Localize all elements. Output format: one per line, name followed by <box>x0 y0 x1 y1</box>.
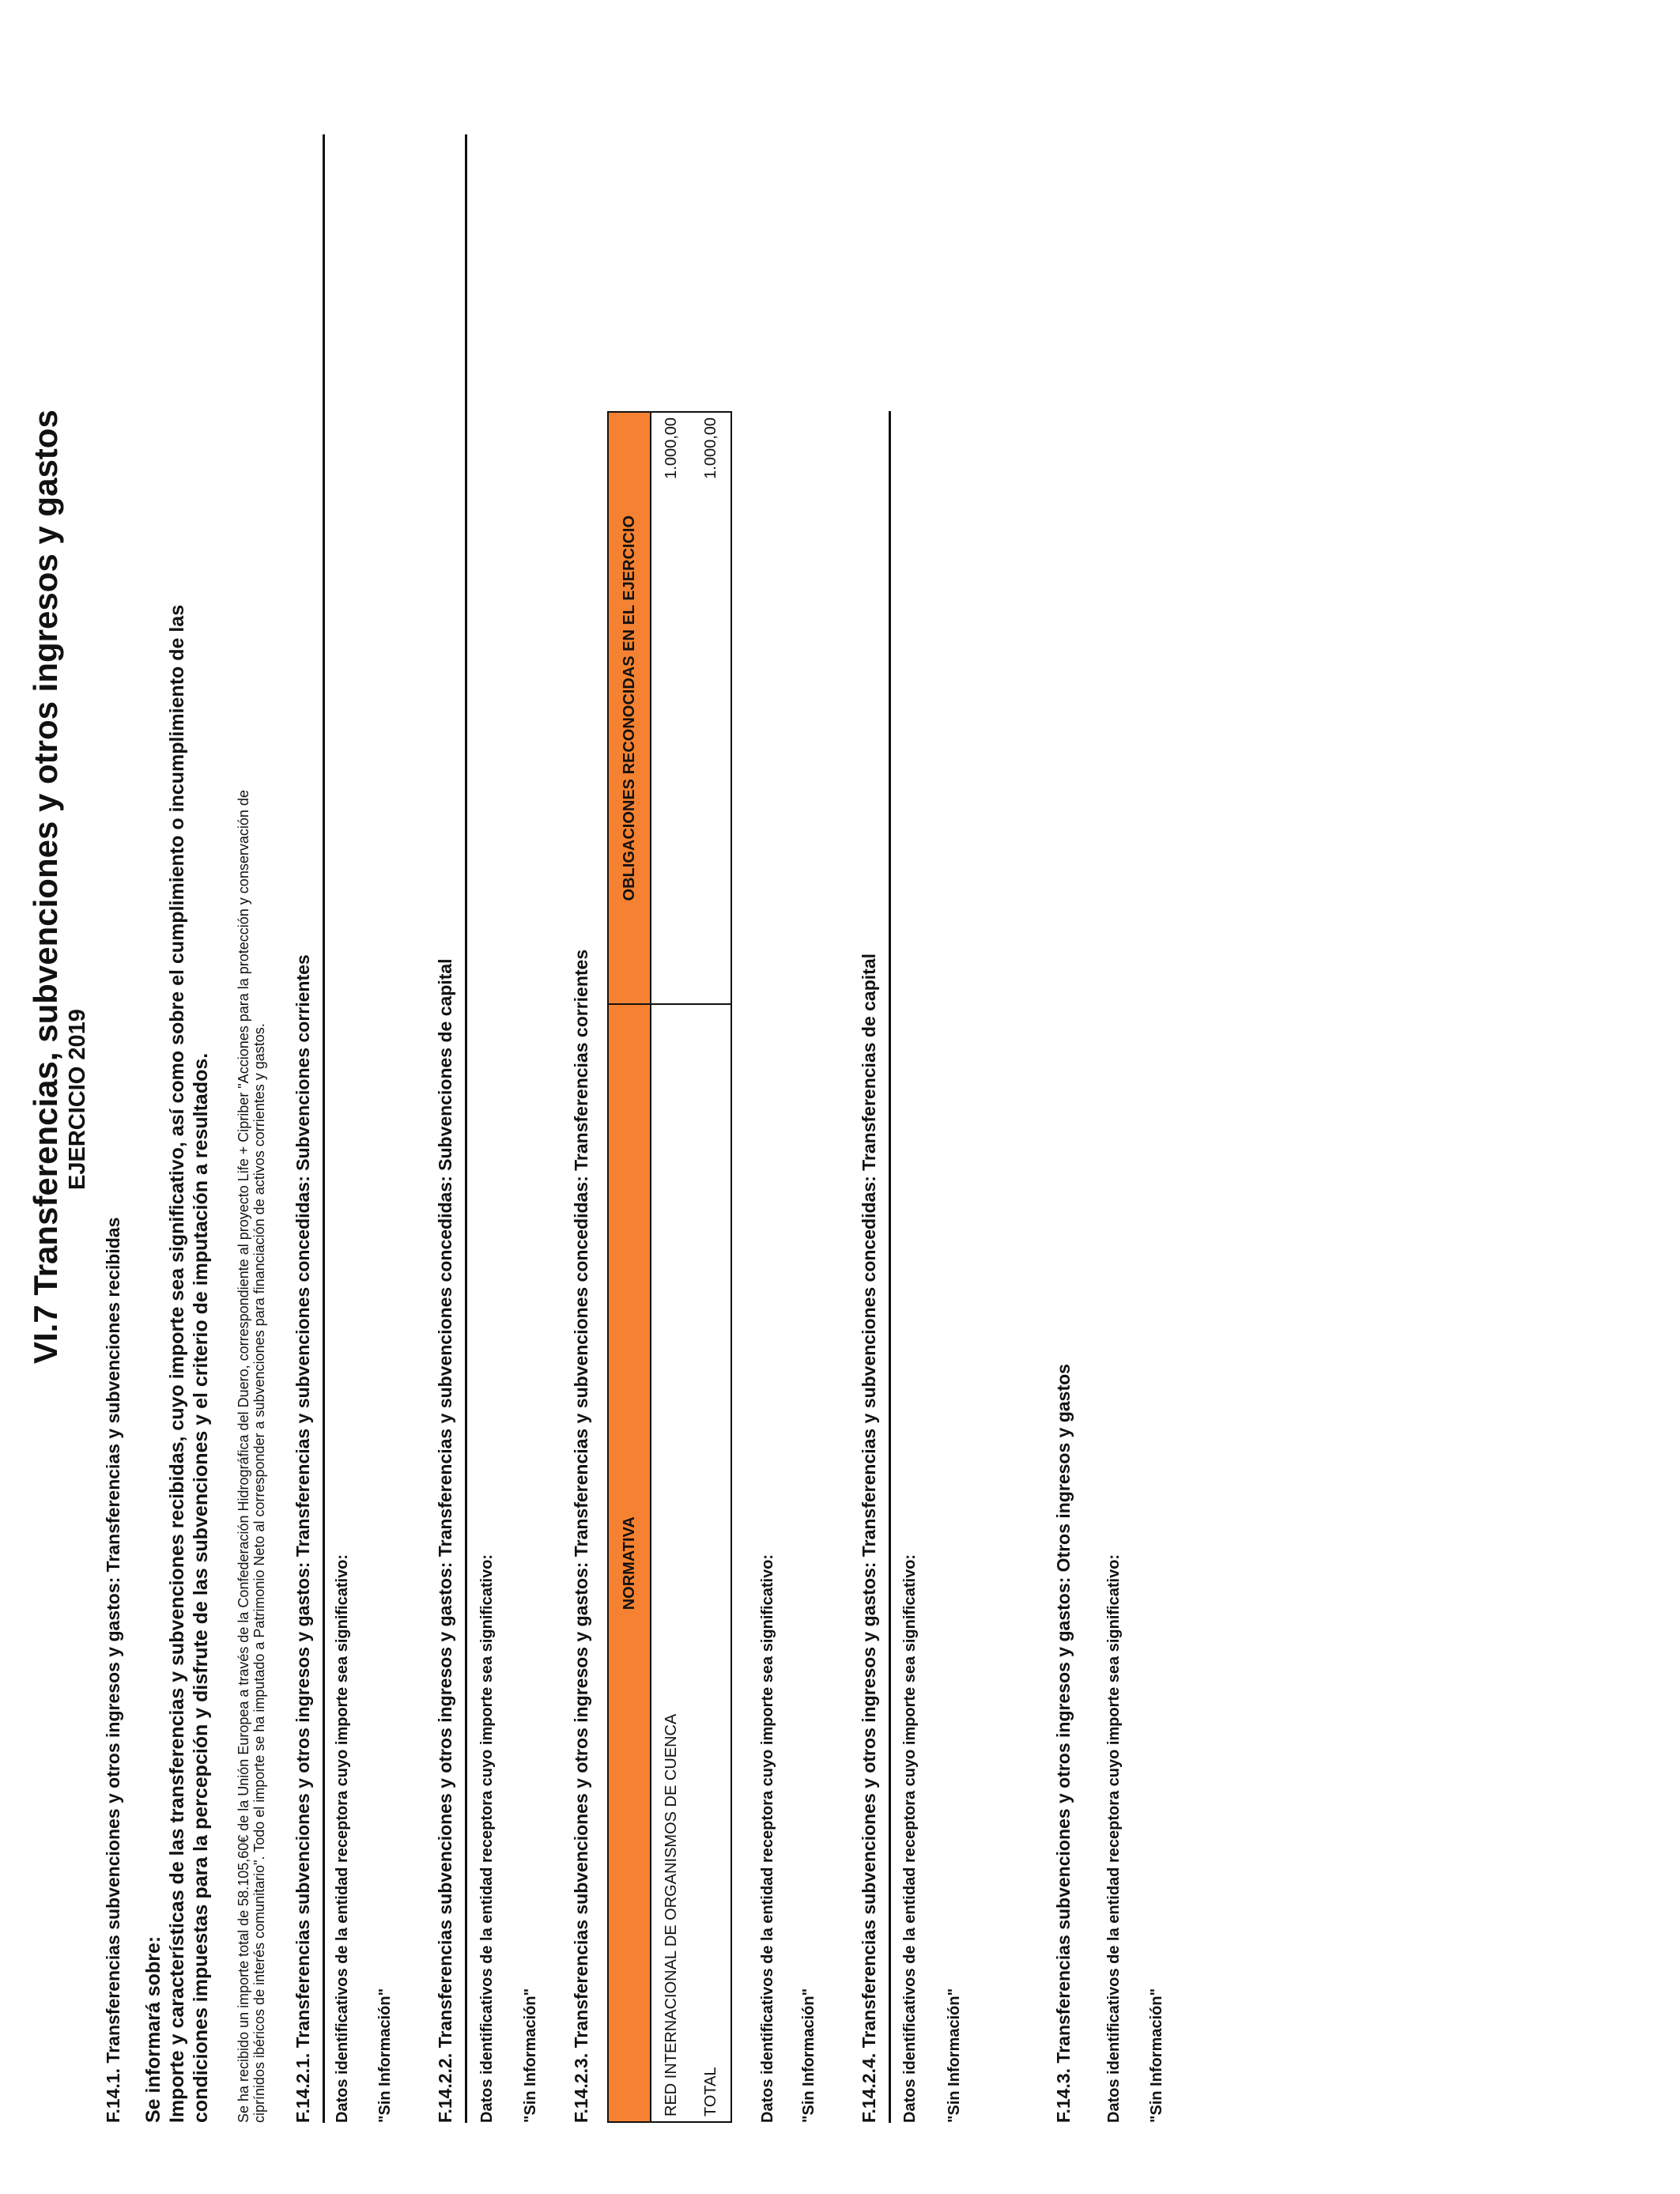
column-header-normativa: NORMATIVA <box>608 1004 651 2122</box>
page-title: VI.7 Transferencias, subvenciones y otros ingresos y gastos <box>27 410 64 1364</box>
sin-informacion: "Sin Información" <box>376 1988 394 2123</box>
datos-label: Datos identificativos de la entidad receptora cuyo importe sea significativo: <box>478 1554 496 2123</box>
section-heading-f1411: F.14.1. Transferencias subvenciones y otros ingresos y gastos: Transferencias y subvenciones recibidas <box>103 1217 123 2123</box>
section-heading-f14241: F.14.2.4. Transferencias subvenciones y otros ingresos y gastos: Transferencias y subvenciones concedidas: Transferencias de capital <box>859 953 879 2123</box>
section-heading-f14231: F.14.2.3. Transferencias subvenciones y otros ingresos y gastos: Transferencias y subvenciones concedidas: Transferencias corrientes <box>571 949 591 2123</box>
datos-label: Datos identificativos de la entidad receptora cuyo importe sea significativo: <box>901 1554 919 2123</box>
page-subtitle: EJERCICIO 2019 <box>65 1009 90 1190</box>
datos-label: Datos identificativos de la entidad receptora cuyo importe sea significativo: <box>759 1554 776 2123</box>
section-heading-f14211: F.14.2.1. Transferencias subvenciones y otros ingresos y gastos: Transferencias y subvenciones concedidas: Subvenciones corrientes <box>293 954 313 2123</box>
sin-informacion: "Sin Información" <box>946 1988 963 2123</box>
sin-informacion: "Sin Información" <box>800 1988 817 2123</box>
section-divider <box>323 134 325 2123</box>
cell-normativa: RED INTERNACIONAL DE ORGANISMOS DE CUENCA <box>651 1004 691 2122</box>
cell-importe: 1.000,00 <box>691 412 731 1004</box>
section-heading-f14221: F.14.2.2. Transferencias subvenciones y otros ingresos y gastos: Transferencias y subvenciones concedidas: Subvenciones de capital <box>435 958 455 2123</box>
cell-importe: 1.000,00 <box>651 412 691 1004</box>
informara-label: Se informará sobre: <box>142 1935 164 2123</box>
table-row-total <box>691 412 731 2122</box>
section-divider <box>465 134 467 2123</box>
note-text-line1: Se ha recibido un importe total de 58.105,60€ de la Unión Europea a través de la Confederación Hidrográfica del Duero, correspondiente al proyecto Life + Cipriber "Acciones para la protección y conservación de <box>236 790 251 2123</box>
datos-label: Datos identificativos de la entidad receptora cuyo importe sea significativo: <box>334 1554 351 2123</box>
informara-text-line2: condiciones impuestas para la percepción y disfrute de las subvenciones y el criterio de imputación a resultados. <box>190 1052 212 2123</box>
datos-label: Datos identificativos de la entidad receptora cuyo importe sea significativo: <box>1105 1554 1123 2123</box>
section-heading-f143: F.14.3. Transferencias subvenciones y otros ingresos y gastos: Otros ingresos y gastos <box>1053 1364 1074 2123</box>
note-text-line2: ciprínidos ibéricos de interés comunitario". Todo el importe se ha imputado a Patrimonio Neto al corresponder a subvenciones para financiación de activos corrientes y gastos. <box>251 1023 267 2123</box>
transferencias-corrientes-table <box>607 411 732 2123</box>
column-header-obligaciones: OBLIGACIONES RECONOCIDAS EN EL EJERCICIO <box>608 412 651 1004</box>
informara-text-line1: Importe y características de las transferencias y subvenciones recibidas, cuyo importe sea significativo, así como sobre el cumplimiento o incumplimiento de las <box>166 604 188 2123</box>
sin-informacion: "Sin Información" <box>522 1988 539 2123</box>
sin-informacion: "Sin Información" <box>1148 1988 1165 2123</box>
section-divider <box>889 411 891 2123</box>
table-row <box>651 412 691 2122</box>
cell-normativa: TOTAL <box>691 1004 731 2122</box>
